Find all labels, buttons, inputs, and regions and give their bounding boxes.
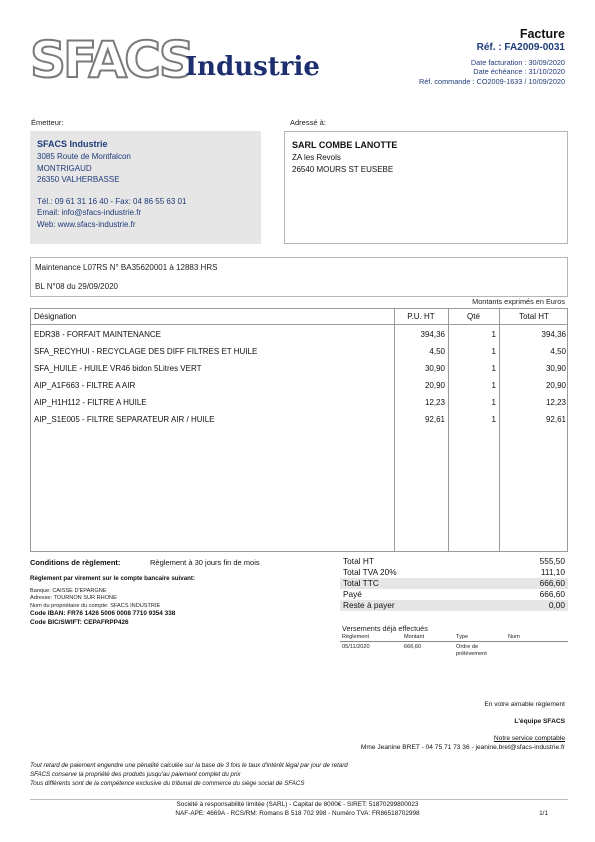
issuer-address-line: 3085 Route de Montfalcon [37,152,131,161]
payment-type: Ordre de [456,644,479,650]
row-total: 394,36 [541,330,566,339]
issuer-phone: Tél.: 09 61 31 16 40 - Fax: 04 86 55 63 01 [37,196,187,206]
closing-greeting: En votre aimable règlement [484,701,565,708]
issuer-address-line: MONTRIGAUD [37,163,92,173]
footer-company-info: Société à responsabilité limitée (SARL) - Capital de 8000€ - SIRET: 51870299800023 [176,801,419,808]
row-designation: AIP_S1E005 - FILTRE SEPARATEUR AIR / HUILE [34,415,215,424]
row-designation: SFA_RECYHUI - RECYCLAGE DES DIFF FILTRES ET HUILE [34,347,258,356]
row-quantity: 1 [491,330,496,339]
payment-terms-label: Conditions de règlement: [30,558,121,567]
table-row [31,395,567,412]
total-value: 666,60 [539,578,565,588]
row-quantity: 1 [491,347,496,356]
total-value: 0,00 [548,600,565,610]
due-date: Date échéance : 31/10/2020 [473,67,565,76]
invoice-lines-table [30,308,568,552]
accounting-service: Notre service comptable [493,735,565,742]
payment-date-header: Règlement [342,634,370,640]
row-quantity: 1 [491,381,496,390]
total-ttc-row [340,578,568,589]
issuer-name: SFACS Industrie [37,139,108,149]
footer-registration-info: NAF-APE: 4669A - RCS/RM: Romans B 518 702 998 - Numéro TVA: FR86518702998 [175,810,420,817]
row-quantity: 1 [491,415,496,424]
row-quantity: 1 [491,364,496,373]
recipient-label: Adressé à: [290,118,326,127]
payment-num-header: Num [508,634,520,640]
total-value: 555,50 [539,556,565,566]
row-designation: AIP_A1F663 - FILTRE A AIR [34,381,136,390]
account-holder: Nom du propriétaire du compte: SFACS INDUSTRIE [30,603,161,609]
header-quantity: Qté [467,312,480,321]
bank-name: Banque: CAISSE D'EPARGNE [30,588,107,594]
row-designation: EDR38 - FORFAIT MAINTENANCE [34,330,161,339]
row-unit-price: 4,50 [429,347,445,356]
payment-type-header: Type [456,634,469,640]
paid-row [340,589,568,600]
total-label: Total HT [343,556,374,566]
order-reference: Réf. commande : CO2009-1633 / 10/09/2020 [418,77,565,86]
total-label: Reste à payer [343,600,395,610]
total-value: 111,10 [540,567,565,577]
row-unit-price: 394,36 [420,330,445,339]
company-logo [30,30,320,88]
issuer-email: Email: info@sfacs-industrie.fr [37,208,142,217]
payment-type: prélèvement [456,651,487,657]
recipient-block [284,131,568,244]
total-ht-row [340,556,568,567]
row-unit-price: 20,90 [424,381,445,390]
payment-amount-header: Montant [404,634,425,640]
table-row [31,327,567,344]
logo-sfacs-text: SFACS [30,31,192,89]
issuer-label: Émetteur: [31,118,64,127]
payment-date: 05/11/2020 [342,644,370,650]
document-title: Facture [519,27,565,41]
row-quantity: 1 [491,398,496,407]
ownership-notice: SFACS conserve la propriété des produits jusqu'au paiement complet du prix [30,771,241,778]
payment-amount: 666,60 [404,644,422,650]
invoice-reference: Réf. : FA2009-0031 [476,42,565,53]
row-total: 92,61 [545,415,566,424]
delivery-note: BL N°08 du 29/09/2020 [35,282,118,291]
invoice-date: Date facturation : 30/09/2020 [470,58,565,67]
recipient-address-line: 26540 MOURS ST EUSEBE [292,164,394,174]
row-total: 30,90 [545,364,566,373]
row-unit-price: 30,90 [424,364,445,373]
table-header [31,309,567,325]
team-signature: L'équipe SFACS [514,718,565,725]
maintenance-note: Maintenance L07RS N° BA35620001 à 12883 HRS [35,263,218,272]
payments-table-header [340,634,568,642]
invoice-notes-box [30,257,568,297]
total-label: Total TTC [343,578,379,588]
row-total: 12,23 [545,398,566,407]
header-designation: Désignation [34,312,77,321]
header-total: Total HT [519,312,549,321]
issuer-block [30,131,261,244]
bank-transfer-title: Règlement par virement sur le compte bancaire suivant: [30,575,196,582]
total-value: 666,60 [539,589,565,599]
table-row [31,378,567,395]
bank-address: Adresse: TOURNON SUR RHONE [30,595,117,601]
row-total: 20,90 [545,381,566,390]
row-designation: SFA_HUILE - HUILE VR46 bidon 5Litres VERT [34,364,202,373]
footer-divider [30,799,568,800]
table-row [31,344,567,361]
recipient-address-line: ZA les Revols [292,153,341,162]
currency-note: Montants exprimés en Euros [472,297,565,306]
row-total: 4,50 [550,347,566,356]
row-designation: AIP_H1H112 - FILTRE A HUILE [34,398,147,407]
accounting-contact: Mme Jeanine BRET - 04 75 71 73 36 - jeanine.bret@sfacs-industrie.fr [360,744,565,751]
payments-made-title: Versements déjà effectués [342,624,428,633]
iban-code: Code IBAN: FR76 1426 5006 0008 7710 9354 338 [30,610,176,617]
total-label: Total TVA 20% [343,567,397,577]
payments-table [340,634,568,656]
late-payment-notice: Tout retard de paiement engendre une pénalité calculée sur la base de 3 fois le taux d'intérêt légal par jour de retard [30,762,348,769]
header-unit-price: P.U. HT [407,312,435,321]
issuer-address-line: 26350 VALHERBASSE [37,175,120,184]
issuer-website: Web: www.sfacs-industrie.fr [37,219,136,229]
jurisdiction-notice: Tous différents sont de la compétence exclusive du tribunal de commerce du siège social de SFACS [30,780,305,787]
page-number: 1/1 [539,810,548,817]
total-tva-row [340,567,568,578]
total-label: Payé [343,589,362,599]
logo-industrie-text: Industrie [185,52,320,82]
row-unit-price: 92,61 [424,415,445,424]
table-row [31,361,567,378]
recipient-name: SARL COMBE LANOTTE [292,140,398,150]
bic-code: Code BIC/SWIFT: CEPAFRPP426 [30,619,129,626]
row-unit-price: 12,23 [424,398,445,407]
table-row [31,412,567,429]
remaining-row [340,600,568,611]
payment-terms-value: Règlement à 30 jours fin de mois [150,558,260,567]
totals-block [340,556,568,611]
